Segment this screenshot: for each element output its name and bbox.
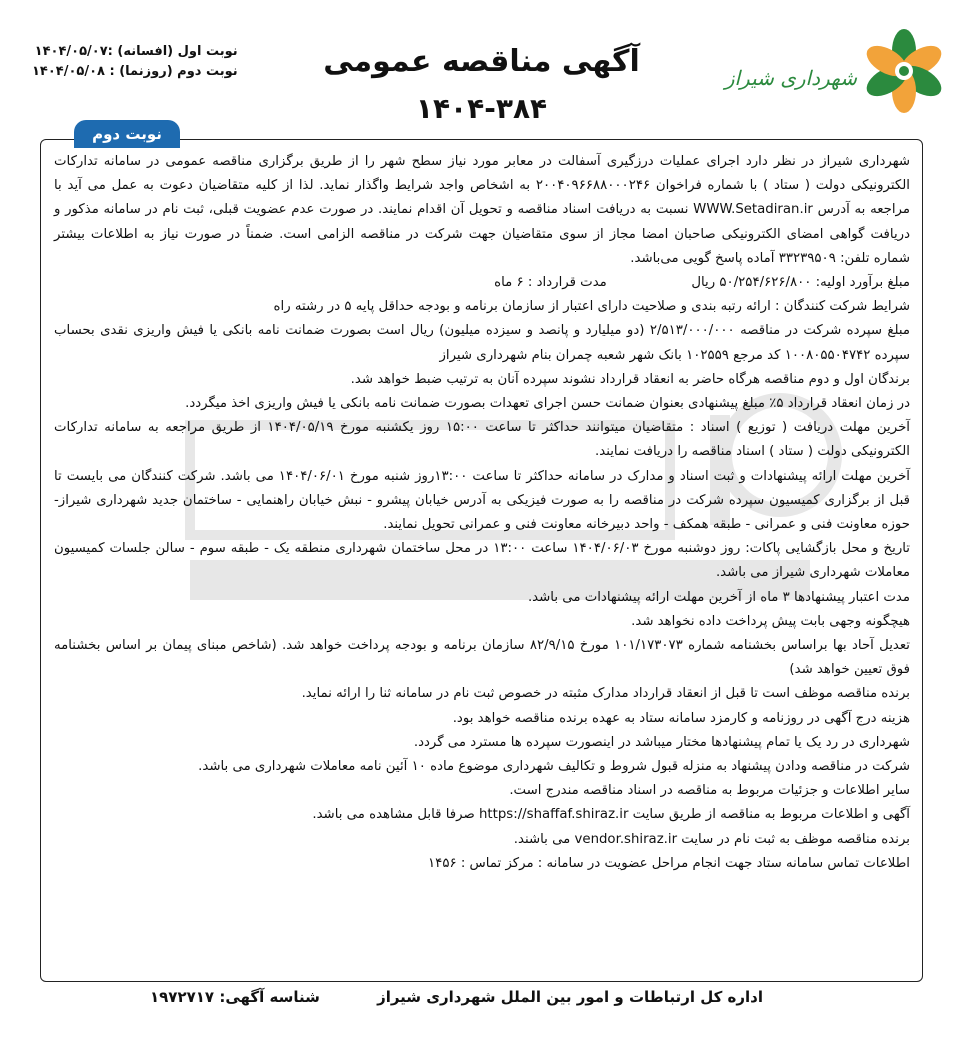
- paragraph-contact: اطلاعات تماس سامانه ستاد جهت انجام مراحل عضویت در سامانه : مرکز تماس : ۱۴۵۶: [428, 855, 910, 871]
- paragraph-ad-cost: هزینه درج آگهی در روزنامه و کارمزد سامانه ستاد به عهده برنده مناقصه خواهد بود.: [452, 710, 910, 726]
- paragraph-acceptance: شرکت در مناقصه ودادن پیشنهاد به منزله قبول شروط و تکالیف شهرداری موضوع ماده ۱۰ آئین نامه معاملات شهرداری می باشد.: [198, 759, 910, 775]
- paragraph-prepayment: هیچگونه وجهی بابت پیش پرداخت داده نخواهد شد.: [631, 613, 910, 629]
- paragraph-other-info: سایر اطلاعات و جزئیات مربوط به مناقصه در اسناد مناقصه مندرج است.: [509, 783, 910, 799]
- notice-body: [54, 150, 910, 876]
- paragraph-winners: برندگان اول و دوم مناقصه هرگاه حاضر به انعقاد قرارداد نشوند سپرده آنان به ترتیب ضبط خواهد شد.: [350, 371, 910, 387]
- paragraph-submission-deadline: آخرین مهلت ارائه پیشنهادات و ثبت اسناد و مدارک در سامانه حداکثر تا ساعت ۱۳:۰۰روز شنبه مورخ ۱۴۰۴/۰۶/۰۱ می باشد. شرکت کنندگان می بایست تا قبل از برگزاری کمیسیون سپرده شرکت در مناقصه را به صورت فیزیکی به آدرس خیابان پیشرو - نبش خیابان راهنمایی - ساختمان جدید شهرداری شیراز- حوزه معاونت فنی و عمرانی - طبقه همکف - واحد دبیرخانه معاونت فنی و عمرانی تحویل نمایند.: [54, 468, 910, 533]
- paragraph-deposit: مبلغ سپرده شرکت در مناقصه ۲/۵۱۳/۰۰۰/۰۰۰ (دو میلیارد و پانصد و سیزده میلیون) ریال است بصورت ضمانت نامه بانکی یا فیش واریزی نقدی بحساب سپرده ۱۰۰۸۰۵۵۰۴۷۴۲ کد مرجع ۱۰۲۵۵۹ بانک شهر شعبه چمران بنام شهرداری شیراز: [54, 323, 910, 363]
- paragraph-adjustment: تعدیل آحاد بها براساس بخشنامه شماره ۱۰۱/۱۷۳۰۷۳ مورخ ۸۲/۹/۱۵ سازمان برنامه و بودجه پرداخت خواهد شد. (شاخص مبنای پیمان بر اساس بخشنامه فوق تعیین خواهد شد): [54, 638, 911, 678]
- paragraph-estimate: مبلغ برآورد اولیه: ۵۰/۲۵۴/۶۲۶/۸۰۰ ریال مدت قرارداد : ۶ ماه: [494, 275, 910, 291]
- round-badge: نوبت دوم: [74, 120, 180, 148]
- second-publication-date: نوبت دوم (روزنما) : ۱۴۰۴/۰۵/۰۸: [32, 64, 238, 79]
- paragraph-vendor: برنده مناقصه موظف به ثبت نام در سایت vendor.shiraz.ir می باشند.: [513, 831, 910, 847]
- paragraph-doc-deadline: آخرین مهلت دریافت ( توزیع ) اسناد : متقاضیان میتوانند حداکثر تا ساعت ۱۵:۰۰ روز یکشنبه مورخ ۱۴۰۴/۰۵/۱۹ از طریق مراجعه به سامانه تدارکات الکترونیکی دولت ( ستاد ) اسناد مناقصه را دریافت نمایند.: [54, 420, 910, 460]
- paragraph-opening: تاریخ و محل بازگشایی پاکات: روز دوشنبه مورخ ۱۴۰۴/۰۶/۰۳ ساعت ۱۳:۰۰ در محل ساختمان شهرداری منطقه یک - طبقه سوم - سالن جلسات کمیسیون معاملات شهرداری شیراز می باشد.: [54, 541, 911, 581]
- footer-ad-id: شناسه آگهی: ۱۹۷۲۷۱۷: [150, 988, 320, 1006]
- logo-text: شهرداری شیراز: [724, 66, 857, 90]
- paragraph-guarantee: در زمان انعقاد قرارداد ۵٪ مبلغ پیشنهادی بعنوان ضمانت حسن اجرای تعهدات بصورت ضمانت نامه بانکی یا فیش واریزی اخذ میگردد.: [185, 396, 910, 412]
- paragraph-conditions: شرایط شرکت کنندگان : ارائه رتبه بندی و صلاحیت دارای اعتبار از سازمان برنامه و بودجه حداقل پایه ۵ در رشته راه: [273, 299, 910, 315]
- paragraph-website: آگهی و اطلاعات مربوط به مناقصه از طریق سایت https://shaffaf.shiraz.ir صرفا قابل مشاهده می باشد.: [312, 807, 910, 823]
- paragraph-validity: مدت اعتبار پیشنهادها ۳ ماه از آخرین مهلت ارائه پیشنهادات می باشد.: [527, 589, 910, 605]
- footer-department: اداره کل ارتباطات و امور بین الملل شهرداری شیراز: [377, 988, 763, 1006]
- paragraph-sana: برنده مناقصه موظف است تا قبل از انعقاد قرارداد مدارک مثبته در خصوص ثبت نام در سامانه ثنا را ارائه نماید.: [301, 686, 910, 702]
- paragraph-intro: شهرداری شیراز در نظر دارد اجرای عملیات درزگیری آسفالت در معابر مورد نیاز سطح شهر را از طریق برگزاری مناقصه عمومی در سامانه تدارکات الکترونیکی دولت ( ستاد ) با شماره فراخوان ۲۰۰۴۰۹۶۶۸۸۰۰۰۲۴۶ به اشخاص واجد شرایط واگذار نماید. لذا از کلیه متقاضیان دعوت به عمل می آید با مراجعه به آدرس WWW.Setadiran.ir نسبت به دریافت اسناد مناقصه و تحویل آن اقدام نمایند. در صورت عدم عضویت قبلی، ثبت نام در سامانه مذکور و دریافت گواهی امضای الکترونیکی صاحبان امضا مجاز از سوی متقاضیان جهت شرکت در مناقصه الزامی است. ضمناً در صورت نیاز به اطلاعات بیشتر شماره تلفن: ۳۳۲۳۹۵۰۹ آماده پاسخ گویی می‌باشد.: [54, 154, 911, 266]
- paragraph-rejection: شهرداری در رد یک یا تمام پیشنهادها مختار میباشد در اینصورت سپرده ها مسترد می گردد.: [413, 734, 910, 750]
- page-title: آگهی مناقصه عمومی: [323, 44, 640, 79]
- first-publication-date: نوبت اول (افسانه) :۱۴۰۴/۰۵/۰۷: [34, 44, 238, 59]
- tender-number: ۱۴۰۴-۳۸۴: [415, 92, 548, 125]
- publication-dates: [32, 42, 238, 82]
